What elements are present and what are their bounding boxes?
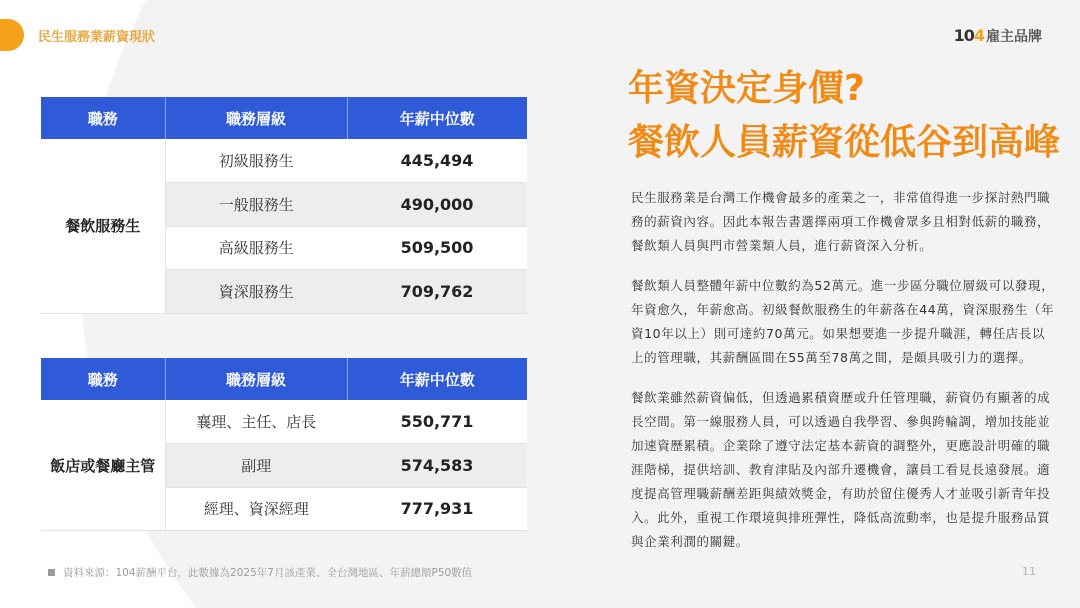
headline-line-2: 餐飲人員薪資從低谷到高峰 <box>628 122 1061 163</box>
salary-cell: 550,771 <box>347 400 527 444</box>
salary-cell: 709,762 <box>347 270 527 314</box>
paragraph: 餐飲類人員整體年薪中位數約為52萬元。進一步區分職位層級可以發現，年資愈久，年薪愈高。初級餐飲服務生的年薪落在44萬，資深服務生（年資10年以上）則可達約70萬元。如果想要進一步提升職涯，轉任店長以上的管理職，其薪酬區間在55萬至78萬之間，是頗具吸引力的選擇。 <box>631 278 1055 365</box>
table-row <box>41 400 527 444</box>
headline-line-1: 年資決定身價? <box>628 68 865 109</box>
salary-cell: 777,931 <box>347 487 527 531</box>
table-row <box>41 139 527 183</box>
table-header-row <box>41 97 527 139</box>
brand-number: 104 <box>953 26 984 45</box>
level-cell: 資深服務生 <box>165 270 347 314</box>
level-cell: 初級服務生 <box>165 139 347 183</box>
level-cell: 高級服務生 <box>165 226 347 270</box>
salary-cell: 445,494 <box>347 139 527 183</box>
page-number: 11 <box>1022 565 1036 578</box>
bullet-square-icon <box>48 569 55 576</box>
salary-cell: 509,500 <box>347 226 527 270</box>
level-cell: 襄理、主任、店長 <box>165 400 347 444</box>
level-cell: 經理、資深經理 <box>165 487 347 531</box>
header-accent-tab <box>0 19 24 51</box>
salary-cell: 490,000 <box>347 183 527 227</box>
level-cell: 副理 <box>165 444 347 488</box>
level-cell: 一般服務生 <box>165 183 347 227</box>
body-text <box>631 186 1057 570</box>
column-header-median: 年薪中位數 <box>347 358 527 400</box>
brand-text: 雇主品牌 <box>986 29 1042 45</box>
salary-table-waitstaff <box>41 97 527 314</box>
column-header-level: 職務層級 <box>165 358 347 400</box>
section-title: 民生服務業薪資現狀 <box>38 30 156 45</box>
job-cell: 飯店或餐廳主管 <box>41 400 165 531</box>
salary-cell: 574,583 <box>347 444 527 488</box>
source-note <box>48 565 472 580</box>
paragraph: 民生服務業是台灣工作機會最多的產業之一，非常值得進一步探討熱門職務的薪資內容。因此本報告書選擇兩項工作機會眾多且相對低薪的職務，餐飲類人員與門市營業類人員，進行薪資深入分析。 <box>631 190 1051 253</box>
column-header-job: 職務 <box>41 97 165 139</box>
job-cell: 餐飲服務生 <box>41 139 165 313</box>
column-header-job: 職務 <box>41 358 165 400</box>
source-note-text: 資料來源：104薪酬平台，此數據為2025年7月該產業、全台灣地區、年薪總額P50數值 <box>63 567 473 579</box>
table-header-row <box>41 358 527 400</box>
salary-table-managers <box>41 358 527 531</box>
paragraph: 餐飲業雖然薪資偏低，但透過累積資歷或升任管理職，薪資仍有顯著的成長空間。第一線服務人員，可以透過自我學習、參與跨輪調，增加技能並加速資歷累積。企業除了遵守法定基本薪資的調整外，更應設計明確的職涯階梯，提供培訓、教育津貼及內部升遷機會，讓員工看見長遠發展。適度提高管理職薪酬差距與績效獎金，有助於留住優秀人才並吸引新青年投入。此外，重視工作環境與排班彈性，降低高流動率，也是提升服務品質與企業利潤的關鍵。 <box>631 390 1051 549</box>
column-header-level: 職務層級 <box>165 97 347 139</box>
headline <box>628 62 1060 170</box>
column-header-median: 年薪中位數 <box>347 97 527 139</box>
brand-logo <box>954 26 1042 46</box>
